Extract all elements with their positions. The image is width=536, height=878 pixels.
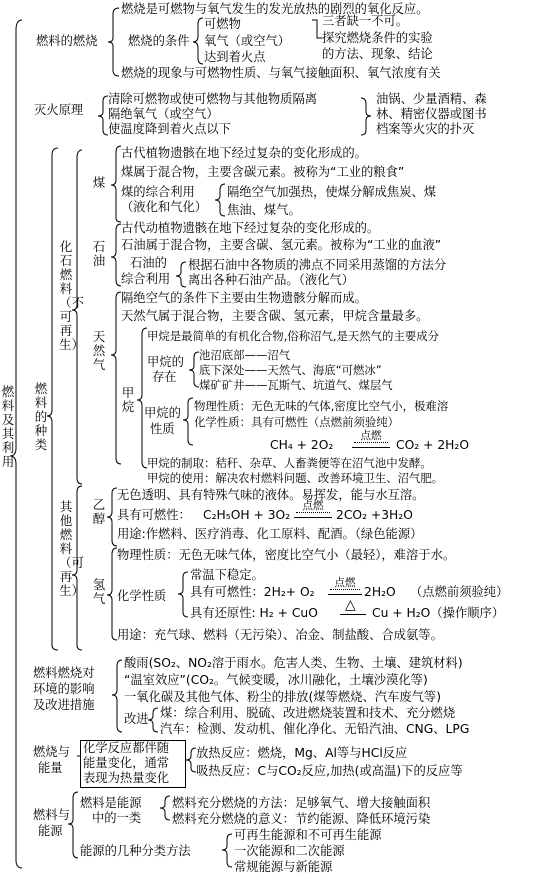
- oil-use-label-0: 石油的: [130, 256, 167, 270]
- s4-item-0: 酸雨(SO₂、NO₂溶于雨水。危害人类、生物、土壤、建筑材料): [124, 656, 463, 670]
- methane-use: 甲烷的使用：解决农村燃料问题、改善环境卫生、沼气肥。: [147, 471, 444, 485]
- methane-main: 甲烷是最简单的有机化合物,俗称沼气,是天然气的主要成分: [147, 329, 440, 343]
- s2-example-2: 档案等火灾的扑灭: [376, 122, 475, 136]
- methane-exist-1: 底下深处——天然气、海底“可燃冰”: [199, 363, 382, 377]
- s6-label-0: 燃料与: [33, 808, 70, 822]
- methane-make: 甲烷的制取：秸秆、杂草、人畜粪便等在沼气池中发酵。: [147, 456, 432, 470]
- ethanol-line-1: 具有可燃性：: [117, 508, 191, 522]
- s1-phenomenon: 燃烧的现象与可燃物性质、与氧气接触面积、氧气浓度有关: [121, 66, 441, 80]
- s2-item-1: 隔绝氧气（或空气）: [108, 107, 219, 121]
- coal-use-label-1: （液化和气化）: [121, 200, 208, 214]
- hydrogen-chem-1: 常温下稳定。: [190, 568, 264, 582]
- ethanol-label: 乙醇: [92, 497, 106, 526]
- s6-fuel-is-1: 中的一类: [92, 811, 142, 825]
- hydrogen-chem-2-note: （点燃前须验纯）: [410, 585, 509, 599]
- oil-label: 石油: [92, 239, 106, 268]
- s4-label-2: 及改进措施: [33, 698, 95, 712]
- ethanol-eq-arrow: [294, 517, 332, 518]
- s2-item-2: 使温度降到着火点以下: [108, 122, 231, 136]
- s4-label-1: 环境的影响: [33, 682, 95, 696]
- methane-exist-label-0: 甲烷的: [147, 355, 184, 369]
- oil-use-1: 离出各种石油产品。（液化气）: [188, 273, 355, 287]
- coal-line-1: 煤属于混合物，主要含碳元素。被称为“工业的粮食”: [121, 165, 405, 179]
- fossil-fuel-label: 化石燃料（不可再生）: [59, 239, 85, 352]
- coal-use-1: 焦油、煤气。: [227, 203, 301, 217]
- s4-label-0: 燃料燃烧对: [33, 666, 95, 680]
- s1-cond-note-2: 的方法、现象、结论: [322, 47, 433, 61]
- s6-class-item-2: 常规能源与新能源: [234, 860, 333, 874]
- s6-class-item-1: 一次能源和二次能源: [234, 844, 345, 858]
- gas-line-1: 天然气属于混合物，主要含碳、氢元素，甲烷含量最多。: [121, 309, 429, 323]
- oil-use-0: 根据石油中各物质的沸点不同采用蒸馏的方法分: [188, 258, 447, 272]
- methane-eq-right: CO₂ + 2H₂O: [396, 438, 469, 452]
- s6-fuel-item-1: 燃料充分燃烧的意义：节约能源、降低环境污染: [172, 812, 431, 826]
- s5-box-0: 化学反应都伴随: [83, 741, 170, 755]
- ethanol-eq-left: C₂H₅OH + 3O₂: [203, 508, 291, 522]
- s4-item-2: 一氧化碳及其他气体、粉尘的排放(煤等燃烧、汽车废气等): [124, 690, 442, 704]
- s2-label: 灭火原理: [34, 103, 84, 117]
- s1-cond-1: 氧气（或空气）: [204, 34, 291, 48]
- s6-class-item-0: 可再生能源和不可再生能源: [234, 828, 382, 842]
- methane-eq-left: CH₄ + 2O₂: [270, 438, 334, 452]
- hydrogen-chem-2-right: 2H₂O: [364, 585, 396, 599]
- gas-label: 天然气: [92, 329, 106, 372]
- s6-class-label: 能源的几种分类方法: [80, 844, 191, 858]
- gas-line-0: 隔绝空气的条件下主要由生物遗骸分解而成。: [121, 291, 367, 305]
- methane-eq-arrow: [352, 447, 390, 448]
- hydrogen-chem-2-left: 具有可燃性：2H₂+ O₂: [190, 585, 315, 599]
- hydrogen-chem-3-right: Cu + H₂O（操作顺序）: [372, 606, 505, 620]
- s6-label-1: 能源: [38, 824, 63, 838]
- methane-label: 甲烷: [121, 385, 135, 414]
- methane-prop-1: 化学性质：具有可燃性（点燃前须验纯）: [194, 415, 400, 429]
- oil-line-1: 石油属于混合物，主要含碳、氢元素。被称为“工业的血液”: [121, 238, 442, 252]
- s6-fuel-is-0: 燃料是能源: [80, 796, 142, 810]
- ethanol-eq-cond: 点燃: [296, 500, 330, 513]
- s1-cond-note-1: 探究燃烧条件的实验: [322, 31, 433, 45]
- s5-box-2: 表现为热量变化: [83, 771, 170, 785]
- coal-use-label-0: 煤的综合利用: [121, 185, 195, 199]
- s1-label: 燃料的燃烧: [36, 34, 98, 48]
- ethanol-line-0: 无色透明、具有特殊气味的液体。易挥发，能与水互溶。: [117, 488, 425, 502]
- s5-label-1: 能量: [38, 761, 63, 775]
- s1-def: 燃烧是可燃物与氧气发生的发光放热的剧烈的氧化反应。: [121, 2, 429, 16]
- oil-line-0: 古代动植物遗骸在地下经过复杂的变化形成的。: [121, 221, 380, 235]
- heat-icon: △: [345, 597, 356, 613]
- hydrogen-use: 用途：充气球、燃料（无污染）、冶金、制盐酸、合成氨等。: [117, 628, 443, 642]
- ethanol-eq-right: 2CO₂ +3H₂O: [336, 508, 413, 522]
- s5-item-0: 放热反应：燃烧，Mg、Al等与HCl反应: [196, 746, 408, 760]
- oil-use-label-1: 综合利用: [121, 272, 171, 286]
- s1-cond-note-0: 三者缺一不可。: [322, 14, 409, 28]
- s2-item-0: 清除可燃物或使可燃物与其他物质隔离: [108, 92, 318, 106]
- s4-improve-label: 改进: [124, 712, 149, 726]
- hydrogen-chem-3-left: 具有还原性: H₂ + CuO: [190, 606, 318, 620]
- s3-label: 燃料的种类: [34, 381, 48, 452]
- hydrogen-label: 氢气: [92, 577, 106, 606]
- hydrogen-chem-3-arrow: [340, 614, 366, 615]
- other-fuel-label: 其他燃料（可再生）: [59, 499, 85, 598]
- methane-eq-cond: 点燃: [354, 430, 388, 443]
- s5-label-0: 燃烧与: [33, 745, 70, 759]
- s1-cond-2: 达到着火点: [204, 50, 266, 64]
- hydrogen-chem-2-cond: 点燃: [330, 577, 360, 590]
- ethanol-use: 用途:作燃料、医疗消毒、化工原料、配酒。（绿色能源）: [117, 527, 423, 541]
- methane-exist-0: 池沼底部——沼气: [199, 348, 291, 362]
- s4-item-1: “温室效应”(CO₂。气候变暖，冰川融化，土壤沙漠化等): [124, 673, 428, 687]
- s4-improve-0: 煤：综合利用、脱硫、改进燃烧装置和技术、充分燃烧: [160, 706, 456, 720]
- s4-improve-1: 汽车：检测、发动机、催化净化、无铅汽油、CNG、LPG: [160, 722, 470, 736]
- methane-exist-2: 煤矿矿井——瓦斯气、坑道气、煤层气: [199, 378, 393, 392]
- methane-prop-0: 物理性质：无色无味的气体,密度比空气小，极难溶: [194, 399, 449, 413]
- methane-exist-label-1: 存在: [152, 370, 177, 384]
- s6-fuel-item-0: 燃料充分燃烧的方法：足够氧气、增大接触面积: [172, 796, 431, 810]
- s5-item-1: 吸热反应：C与CO₂反应,加热(或高温)下的反应等: [196, 764, 463, 778]
- hydrogen-chem-2-arrow: [328, 594, 362, 595]
- hydrogen-phys: 物理性质：无色无味气体，密度比空气小（最轻），难溶于水。: [117, 548, 456, 562]
- hydrogen-chem-label: 化学性质: [117, 589, 167, 603]
- s5-box-1: 能量变化，通常: [83, 756, 170, 770]
- main-title: 燃料及其利用: [1, 384, 15, 469]
- s2-example-1: 林、精密仪器或图书: [376, 107, 487, 121]
- s1-cond-label: 燃烧的条件: [128, 34, 190, 48]
- s2-example-0: 油锅、少量酒精、森: [376, 92, 487, 106]
- s1-cond-0: 可燃物: [204, 17, 241, 31]
- coal-label: 煤: [92, 175, 106, 190]
- coal-use-0: 隔绝空气加强热，使煤分解成焦炭、煤: [227, 185, 437, 199]
- methane-prop-label-1: 性质: [150, 422, 175, 436]
- coal-line-0: 古代植物遗骸在地下经过复杂的变化形成的。: [121, 146, 367, 160]
- methane-prop-label-0: 甲烷的: [144, 406, 181, 420]
